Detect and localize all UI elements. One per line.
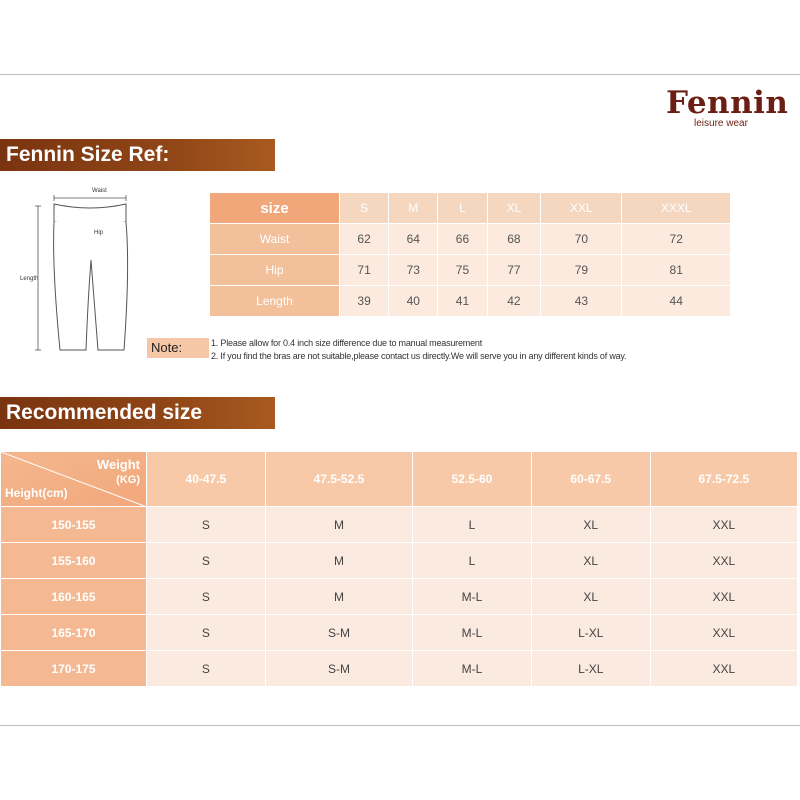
size-cell: 42 [487, 286, 541, 317]
size-cell: 66 [438, 224, 487, 255]
pants-diagram [14, 178, 164, 358]
height-row-label: 165-170 [1, 615, 147, 651]
size-row-length [210, 286, 731, 317]
brand-logo [666, 85, 789, 129]
rec-cell: S [147, 615, 266, 651]
size-header-cell: size [210, 193, 340, 224]
rec-cell: M [265, 543, 412, 579]
rec-cell: M-L [413, 579, 532, 615]
rec-cell: S [147, 507, 266, 543]
size-cell: 72 [622, 224, 731, 255]
size-row-waist [210, 224, 731, 255]
rec-cell: L [413, 543, 532, 579]
size-row-hip [210, 255, 731, 286]
hip-label: Hip [94, 230, 104, 236]
height-label: Height(cm) [5, 486, 68, 500]
weight-col-header: 52.5-60 [413, 452, 532, 507]
rec-cell: S-M [265, 615, 412, 651]
pants-illustration [14, 178, 164, 358]
size-cell: 40 [389, 286, 438, 317]
size-col-header: M [389, 193, 438, 224]
rec-cell: XXL [650, 507, 797, 543]
size-cell: 62 [340, 224, 389, 255]
rec-row [1, 651, 798, 687]
rec-cell: S-M [265, 651, 412, 687]
size-row-label: Length [210, 286, 340, 317]
size-cell: 70 [541, 224, 622, 255]
brand-name: Fennin [666, 85, 789, 121]
size-cell: 41 [438, 286, 487, 317]
size-cell: 68 [487, 224, 541, 255]
size-col-header: L [438, 193, 487, 224]
size-col-header: XXXL [622, 193, 731, 224]
rec-cell: M [265, 579, 412, 615]
weight-col-header: 67.5-72.5 [650, 452, 797, 507]
length-label: Length [20, 276, 39, 282]
size-col-header: XL [487, 193, 541, 224]
weight-label: Weight [96, 457, 140, 472]
rec-row [1, 615, 798, 651]
height-row-label: 155-160 [1, 543, 147, 579]
size-cell: 64 [389, 224, 438, 255]
rec-row [1, 543, 798, 579]
rec-corner-cell [1, 452, 147, 507]
rec-cell: XXL [650, 615, 797, 651]
note-label: Note: [147, 338, 209, 358]
size-row-label: Hip [210, 255, 340, 286]
height-row-label: 150-155 [1, 507, 147, 543]
weight-col-header: 60-67.5 [531, 452, 650, 507]
rec-cell: S [147, 579, 266, 615]
waist-label: Waist [92, 188, 107, 194]
rec-cell: L-XL [531, 615, 650, 651]
size-cell: 73 [389, 255, 438, 286]
size-cell: 79 [541, 255, 622, 286]
height-row-label: 170-175 [1, 651, 147, 687]
size-header-row [210, 193, 731, 224]
rec-cell: XL [531, 579, 650, 615]
weight-col-header: 40-47.5 [147, 452, 266, 507]
size-cell: 39 [340, 286, 389, 317]
height-row-label: 160-165 [1, 579, 147, 615]
note-line-2: 2. If you find the bras are not suitable,please contact us directly.We will serve you in any different kinds of way. [211, 351, 627, 361]
size-col-header: S [340, 193, 389, 224]
note-line-1: 1. Please allow for 0.4 inch size difference due to manual measurement [211, 338, 482, 348]
rec-cell: XXL [650, 651, 797, 687]
rec-row [1, 507, 798, 543]
rec-cell: XL [531, 543, 650, 579]
rec-row [1, 579, 798, 615]
size-table [209, 192, 731, 317]
rec-cell: M-L [413, 615, 532, 651]
size-ref-banner: Fennin Size Ref: [0, 139, 275, 171]
brand-tagline: leisure wear [694, 118, 748, 129]
weight-unit-label: (KG) [116, 474, 140, 486]
size-cell: 71 [340, 255, 389, 286]
rec-cell: XXL [650, 543, 797, 579]
note-text [211, 337, 721, 363]
size-cell: 43 [541, 286, 622, 317]
size-cell: 44 [622, 286, 731, 317]
rec-cell: S [147, 651, 266, 687]
rec-cell: M-L [413, 651, 532, 687]
rec-cell: XL [531, 507, 650, 543]
rec-cell: L-XL [531, 651, 650, 687]
rec-cell: XXL [650, 579, 797, 615]
size-row-label: Waist [210, 224, 340, 255]
rec-cell: S [147, 543, 266, 579]
size-col-header: XXL [541, 193, 622, 224]
size-cell: 75 [438, 255, 487, 286]
recommended-size-banner: Recommended size [0, 397, 275, 429]
rec-header-row [1, 452, 798, 507]
rec-cell: L [413, 507, 532, 543]
recommended-size-table [0, 451, 798, 687]
weight-col-header: 47.5-52.5 [265, 452, 412, 507]
rec-cell: M [265, 507, 412, 543]
size-cell: 77 [487, 255, 541, 286]
size-cell: 81 [622, 255, 731, 286]
